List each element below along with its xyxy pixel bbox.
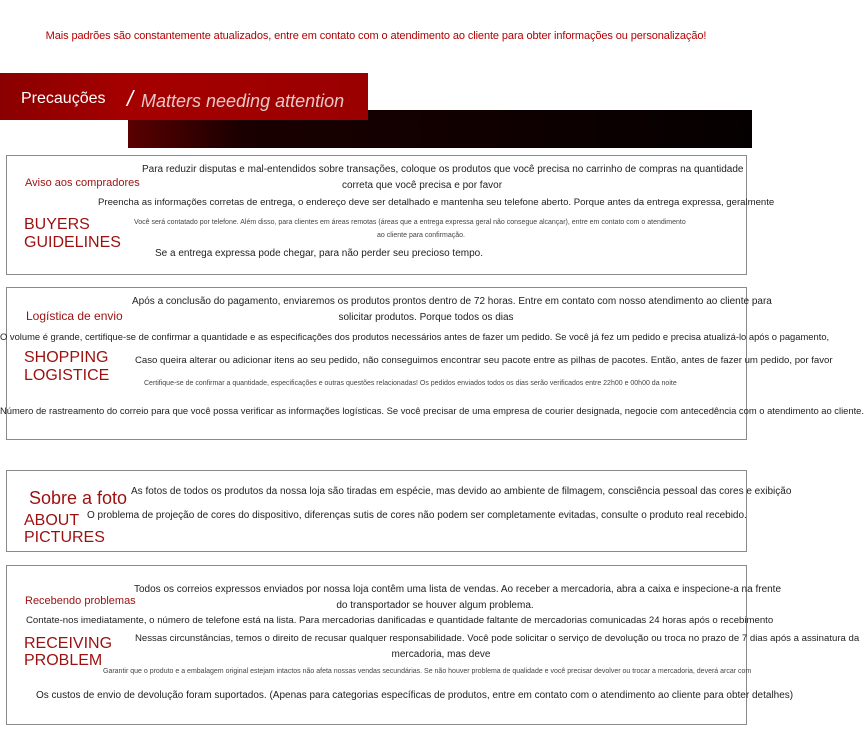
shopping-text-line5: Certifique-se de confirmar a quantidade, especificações e outras questões relacionadas! Os pedidos enviados todos os dias serão verificados entre 22h00 e 00h00 da noite (144, 380, 677, 387)
receiving-text-line7: Os custos de envio de devolução foram suportados. (Apenas para categorias específicas de produtos, entre em contato com o atendimento ao cliente para obter detalhes) (36, 690, 794, 701)
buyers-text-line1: Para reduzir disputas e mal-entendidos sobre transações, coloque os produtos que você precisa no carrinho de compras na quantidade (142, 164, 744, 175)
buyers-text-line6: Se a entrega expressa pode chegar, para não perder seu precioso tempo. (155, 248, 483, 259)
buyers-section-title: Aviso aos compradores (25, 177, 140, 189)
shopping-heading-line2: LOGISTICE (24, 367, 110, 384)
buyers-text-line2: correta que você precisa e por favor (341, 180, 503, 191)
pictures-text-line2: O problema de projeção de cores do dispositivo, diferenças sutis de cores não podem ser completamente evitadas, consulte o produto real recebido. (87, 510, 747, 521)
banner-slash: / (127, 86, 134, 111)
shopping-section-title: Logística de envio (26, 309, 123, 323)
receiving-text-line6: Garantir que o produto e a embalagem original estejam intactos não afeta nossas vendas secundárias. Se não houver problema de qualidade e você precisar devolver ou trocar a mercadoria, deverá arcar com (103, 668, 752, 675)
shopping-text-line6: Número de rastreamento do correio para que você possa verificar as informações logísticas. Se você precisar de uma empresa de courier designada, negocie com antecedência com o atendimento ao cliente. (0, 405, 864, 416)
pictures-heading-line2: PICTURES (24, 529, 105, 546)
banner-title-en: Matters needing attention (141, 91, 345, 111)
shopping-text-line2: solicitar produtos. Porque todos os dias (338, 312, 514, 323)
pictures-text-line1: As fotos de todos os produtos da nossa loja são tiradas em espécie, mas devido ao ambiente de filmagem, consciência pessoal das cores e exibição (131, 486, 792, 497)
receiving-text-line3: Contate-nos imediatamente, o número de telefone está na lista. Para mercadorias danificadas e quantidade faltante de mercadorias comunicadas 24 horas após o recebimento (26, 615, 774, 626)
buyers-text-line5: ao cliente para confirmação. (377, 232, 465, 239)
shopping-text-line4: Caso queira alterar ou adicionar itens ao seu pedido, não conseguimos encontrar seu pacote entre as pilhas de pacotes. Então, antes de fazer um pedido, por favor (135, 355, 833, 366)
pictures-heading-line1: ABOUT (24, 512, 80, 529)
receiving-text-line2: do transportador se houver algum problema. (336, 600, 534, 611)
buyers-heading-line2: GUIDELINES (24, 234, 121, 251)
top-notice: Mais padrões são constantemente atualizados, entre em contato com o atendimento ao cliente para obter informações ou personalização! (45, 30, 707, 42)
receiving-text-line1: Todos os correios expressos enviados por nossa loja contêm uma lista de vendas. Ao receber a mercadoria, abra a caixa e inspecione-a na frente (134, 584, 782, 595)
buyers-text-line4: Você será contatado por telefone. Além disso, para clientes em áreas remotas (áreas que a entrega expressa geral não consegue alcançar), entre em contato com o atendimento (134, 219, 686, 226)
receiving-text-line4: Nessas circunstâncias, temos o direito de recusar qualquer responsabilidade. Você pode solicitar o serviço de devolução ou troca no prazo de 7 dias após a assinatura da (135, 633, 860, 644)
shopping-heading-line1: SHOPPING (24, 349, 109, 366)
receiving-heading-line2: PROBLEM (24, 652, 103, 669)
receiving-heading-line1: RECEIVING (24, 635, 113, 652)
pictures-section-title: Sobre a foto (29, 488, 128, 508)
receiving-section-title: Recebendo problemas (25, 595, 136, 607)
buyers-heading-line1: BUYERS (24, 216, 90, 233)
receiving-text-line5: mercadoria, mas deve (391, 649, 491, 660)
buyers-text-line3: Preencha as informações corretas de entrega, o endereço deve ser detalhado e mantenha seu telefone aberto. Porque antes da entrega expressa, geralmente (98, 197, 775, 208)
banner-title-pt: Precauções (21, 90, 106, 107)
shopping-text-line1: Após a conclusão do pagamento, enviaremos os produtos prontos dentro de 72 horas. Entre em contato com nosso atendimento ao cliente para (132, 296, 772, 307)
shopping-text-line3: O volume é grande, certifique-se de confirmar a quantidade e as especificações dos produtos necessários antes de fazer um pedido. Se você já fez um pedido e precisa atualizá-lo após o pagamento, (0, 331, 830, 342)
